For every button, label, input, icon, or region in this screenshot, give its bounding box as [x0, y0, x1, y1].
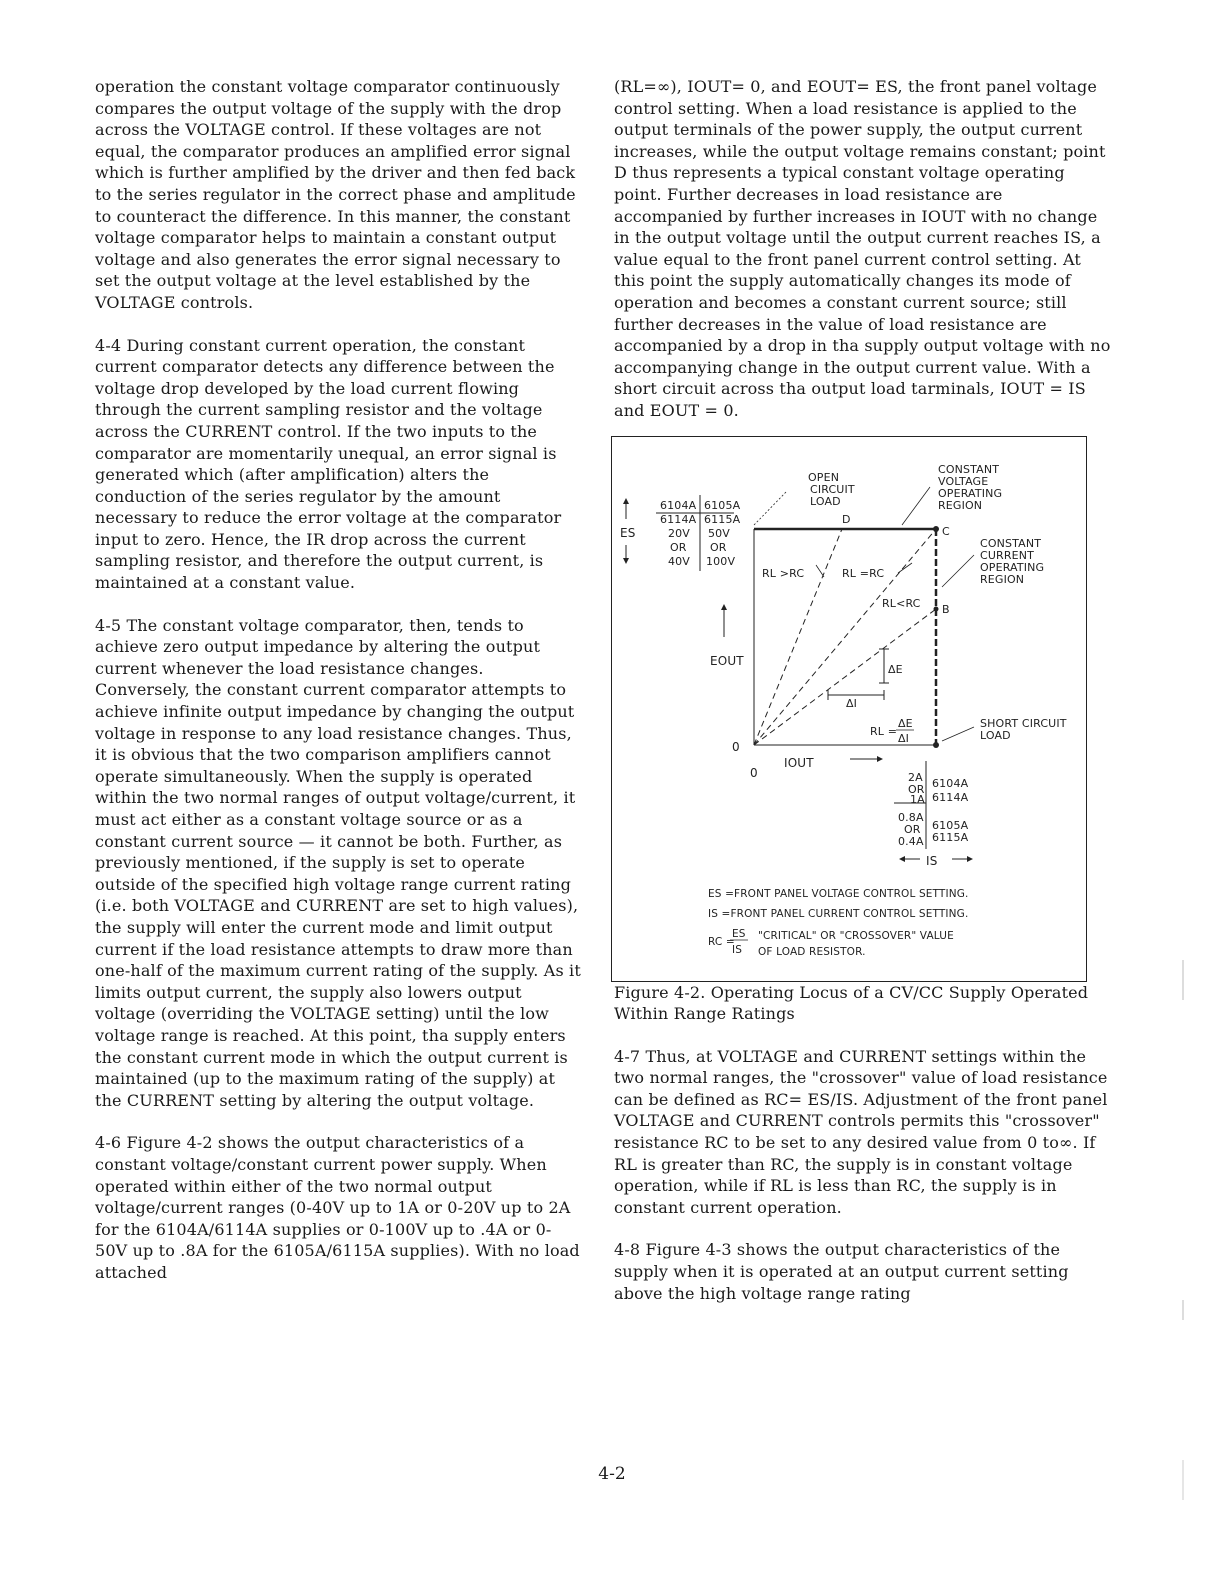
current-a-3: 1A — [910, 792, 925, 806]
rl-eq-rc-label: RL =RC — [842, 566, 885, 580]
current-b-2: OR — [904, 822, 921, 836]
models-a-1: 6104A — [932, 776, 969, 790]
open-circuit-pointer — [754, 492, 786, 525]
left-column — [95, 76, 583, 1283]
zero-y-label: 0 — [732, 739, 740, 754]
voltage-left-1: 20V — [668, 526, 690, 540]
rl-eq-label: RL = — [870, 724, 898, 738]
legend-rc-prefix: RC = — [708, 935, 735, 948]
paragraph-4-8: 4-8 Figure 4-3 shows the output characteristics of the supply when it is operated at an output current setting above the high voltage range rating — [614, 1240, 1069, 1303]
voltage-left-2: OR — [670, 540, 687, 554]
paragraph-4-4: 4-4 During constant current operation, the constant current comparator detects any difference between the voltage drop developed by the load current flowing through the current sampling resistor and the voltage across the CURRENT control. If the two inputs to the comparator are momentarily unequal, an error signal is generated which (after amplification) alters the conduction of the series regulator by the amount necessary to reduce the error voltage at the comparator input to zero. Hence, the IR drop across the current sampling resistor, and therefore the output current, is maintained at a constant value. — [95, 335, 562, 593]
legend-rc-denominator: IS — [732, 943, 743, 956]
cc-region-label-3: OPERATING — [980, 560, 1045, 574]
rl-eq-rc-pointer — [898, 563, 912, 573]
models-b-1: 6105A — [932, 818, 969, 832]
point-b-label: B — [942, 602, 950, 616]
paragraph-4-7: 4-7 Thus, at VOLTAGE and CURRENT settings within the two normal ranges, the "crossover" value of load resistance can be defined as RC= ES/IS. Adjustment of the front panel VOLTAGE and CURRENT controls permits this "crossover" resistance RC to be set to any desired value from 0 to∞. If RL is greater than RC, the supply is in constant voltage operation, while if RL is less than RC, the supply is in constant current operation. — [614, 1046, 1108, 1217]
open-circuit-label-1: OPEN — [808, 470, 840, 484]
models-a-2: 6114A — [932, 790, 969, 804]
short-circuit-pointer — [942, 727, 974, 741]
cv-region-label-1: CONSTANT — [938, 462, 1000, 476]
legend-rc-line-2: OF LOAD RESISTOR. — [758, 945, 866, 958]
model-header-left-1: 6104A — [660, 498, 697, 512]
model-header-left-2: 6114A — [660, 512, 697, 526]
short-circuit-dot — [933, 742, 939, 748]
rl-gt-rc-label: RL >RC — [762, 566, 805, 580]
cc-region-pointer — [942, 555, 974, 587]
zero-x-label: 0 — [750, 765, 758, 780]
legend-rc-numerator: ES — [732, 927, 746, 940]
current-b-3: 0.4A — [898, 834, 924, 848]
delta-i-label: ΔI — [846, 696, 858, 710]
current-a-1: 2A — [908, 770, 923, 784]
eout-label: EOUT — [710, 653, 744, 668]
cv-region-label-3: OPERATING — [938, 486, 1003, 500]
cv-region-pointer — [902, 487, 930, 525]
paragraph-4-5: 4-5 The constant voltage comparator, then, tends to achieve zero output impedance by altering the output current whenever the load resistance changes. Conversely, the constant current comparator attempts to achieve infinite output impedance by changing the output voltage in response to any load resistance changes. Thus, it is obvious that the two comparison amplifiers cannot operate simultaneously. When the supply is operated within the two normal ranges of output voltage/current, it must act either as a constant voltage source or as a constant current source — it cannot be both. Further, as previously mentioned, if the supply is set to operate outside of the specified high voltage range current rating (i.e. both VOLTAGE and CURRENT are set to high values), the supply will enter the current mode and limit output current if the load resistance attempts to draw more than one-half of the maximum current rating of the supply. As it limits output current, the supply also lowers output voltage (overriding the VOLTAGE setting) until the low voltage range is reached. At this point, tha supply enters the constant current mode in which the output current is maintained (up to the maximum rating of the supply) at the CURRENT setting by altering the output voltage. — [95, 615, 581, 1110]
figure-caption: Figure 4-2. Operating Locus of a CV/CC Supply Operated Within Range Ratings — [614, 982, 1089, 1024]
short-circuit-label-2: LOAD — [980, 728, 1011, 742]
point-d-label: D — [842, 512, 851, 526]
cv-region-label-2: VOLTAGE — [938, 474, 989, 488]
delta-e-label: ΔE — [888, 662, 903, 676]
cv-region-label-4: REGION — [938, 498, 983, 512]
legend-is: IS =FRONT PANEL CURRENT CONTROL SETTING. — [708, 907, 969, 920]
es-label: ES — [620, 525, 636, 540]
cc-region-label-2: CURRENT — [980, 548, 1034, 562]
open-circuit-label-3: LOAD — [810, 494, 841, 508]
model-header-right-2: 6115A — [704, 512, 741, 526]
is-label: IS — [926, 853, 938, 868]
rl-fraction-denominator: ΔI — [898, 731, 910, 745]
rl-fraction-numerator: ΔE — [898, 716, 913, 730]
paragraph-4-6-continued: (RL=∞), IOUT= 0, and EOUT= ES, the front panel voltage control setting. When a load resistance is applied to the output terminals of the power supply, the output current increases, while the output voltage remains constant; point D thus represents a typical constant voltage operating point. Further decreases in load resistance are accompanied by further increases in IOUT with no change in the output voltage until the output current reaches IS, a value equal to the front panel current control setting. At this point the supply automatically changes its mode of operation and becomes a constant current source; still further decreases in the value of load resistance are accompanied by a drop in tha supply output voltage with no accompanying change in the output current value. With a short circuit across tha output load tarminals, IOUT = IS and EOUT = 0. — [614, 77, 1111, 420]
voltage-right-3: 100V — [706, 554, 736, 568]
legend-rc-line-1: "CRITICAL" OR "CROSSOVER" VALUE — [758, 929, 954, 942]
point-c-label: C — [942, 524, 950, 538]
paragraph-4-6: 4-6 Figure 4-2 shows the output characteristics of a constant voltage/constant current power supply. When operated within either of the two normal output voltage/current ranges (0-40V up to 1A or 0-20V up to 2A for the 6104A/6114A supplies or 0-100V up to .4A or 0-50V up to .8A for the 6105A/6115A supplies). With no load attached — [95, 1133, 580, 1282]
model-header-right-1: 6105A — [704, 498, 741, 512]
scan-edge-marks — [1180, 0, 1188, 1584]
open-circuit-label-2: CIRCUIT — [810, 482, 855, 496]
cc-region-label-1: CONSTANT — [980, 536, 1042, 550]
voltage-left-3: 40V — [668, 554, 690, 568]
short-circuit-label-1: SHORT CIRCUIT — [980, 716, 1067, 730]
rl-gt-rc-pointer — [816, 565, 824, 577]
operating-locus-diagram — [612, 437, 1086, 981]
current-b-1: 0.8A — [898, 810, 924, 824]
current-a-2: OR — [908, 782, 925, 796]
paragraph-4-3-continued: operation the constant voltage comparator continuously compares the output voltage of the supply with the drop across the VOLTAGE control. If these voltages are not equal, the comparator produces an amplified error signal which is further amplified by the driver and then fed back to the series regulator in the correct phase and amplitude to counteract the difference. In this manner, the constant voltage comparator helps to maintain a constant output voltage and also generates the error signal necessary to set the output voltage at the level established by the VOLTAGE controls. — [95, 77, 576, 312]
voltage-right-1: 50V — [708, 526, 730, 540]
page-number: 4-2 — [598, 1464, 626, 1484]
iout-label: IOUT — [784, 755, 814, 770]
voltage-right-2: OR — [710, 540, 727, 554]
figure-4-2-box — [611, 436, 1087, 982]
models-b-2: 6115A — [932, 830, 969, 844]
load-line-rl-eq-rc — [754, 529, 936, 745]
legend-es: ES =FRONT PANEL VOLTAGE CONTROL SETTING. — [708, 887, 969, 900]
right-column — [614, 76, 1114, 1304]
cc-region-label-4: REGION — [980, 572, 1025, 586]
rl-lt-rc-label: RL<RC — [882, 596, 921, 610]
